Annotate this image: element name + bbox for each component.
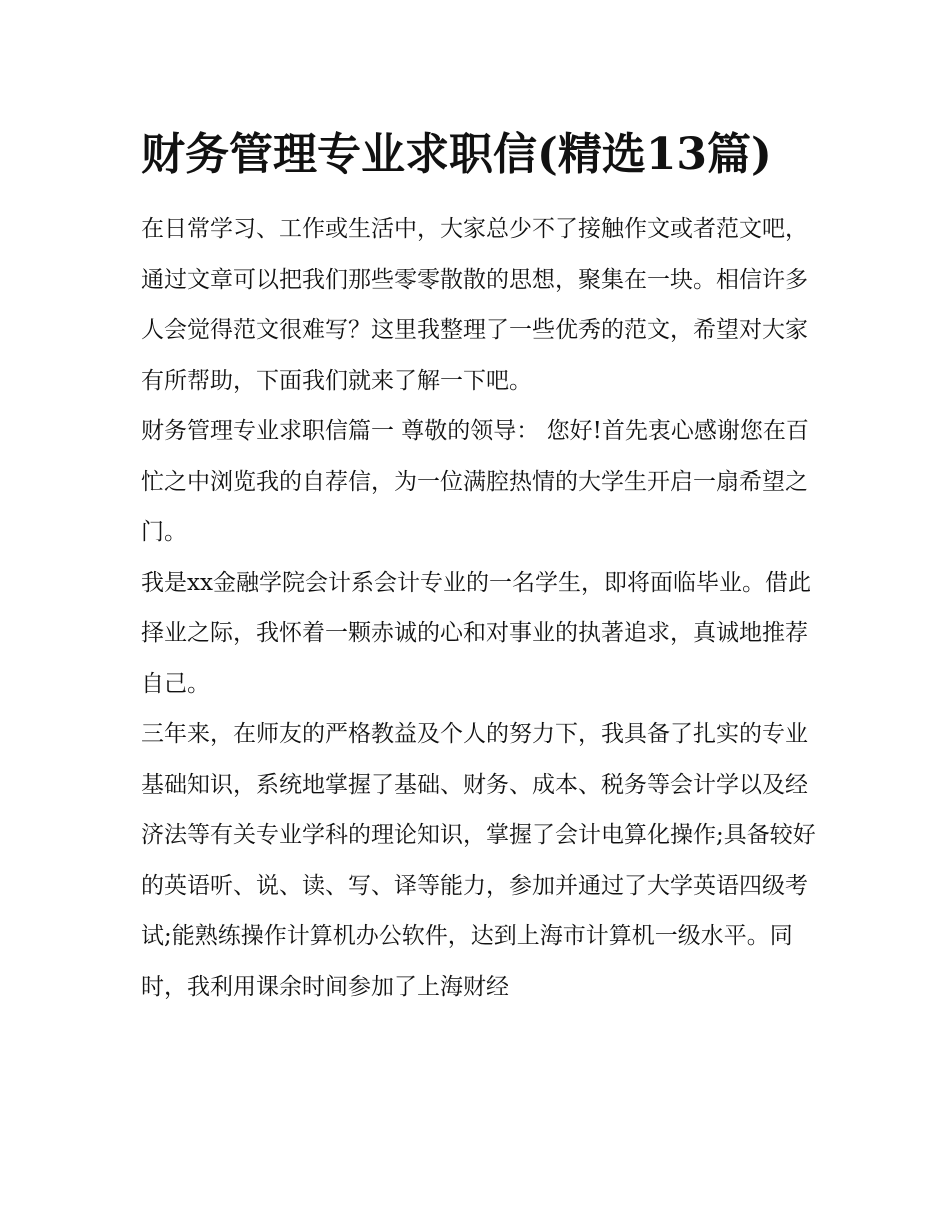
paragraph-skills: 三年来，在师友的严格教益及个人的努力下，我具备了扎实的专业基础知识，系统地掌握了基础、财务、成本、税务等会计学以及经济法等有关专业学科的理论知识，掌握了会计电算化操作;具备较好的英语听、说、读、写、译等能力，参加并通过了大学英语四级考试;能熟练操作计算机办公软件，达到上海市计算机一级水平。同时，我利用课余时间参加了上海财经	[141, 721, 816, 1000]
document-body	[141, 118, 821, 1012]
paragraph-greeting: 财务管理专业求职信篇一 尊敬的领导： 您好!首先衷心感谢您在百忙之中浏览我的自荐信，为一位满腔热情的大学生开启一扇希望之门。	[141, 418, 809, 545]
paragraph-intro: 在日常学习、工作或生活中，大家总少不了接触作文或者范文吧，通过文章可以把我们那些零零散散的思想，聚集在一块。相信许多人会觉得范文很难写？这里我整理了一些优秀的范文，希望对大家有所帮助，下面我们就来了解一下吧。	[141, 216, 808, 394]
paragraph-self-intro: 我是xx金融学院会计系会计专业的一名学生，即将面临毕业。借此择业之际，我怀着一颗赤诚的心和对事业的执著追求，真诚地推荐自己。	[141, 569, 811, 697]
title-block	[141, 118, 821, 192]
document-title: 财务管理专业求职信(精选13篇)	[141, 129, 772, 180]
